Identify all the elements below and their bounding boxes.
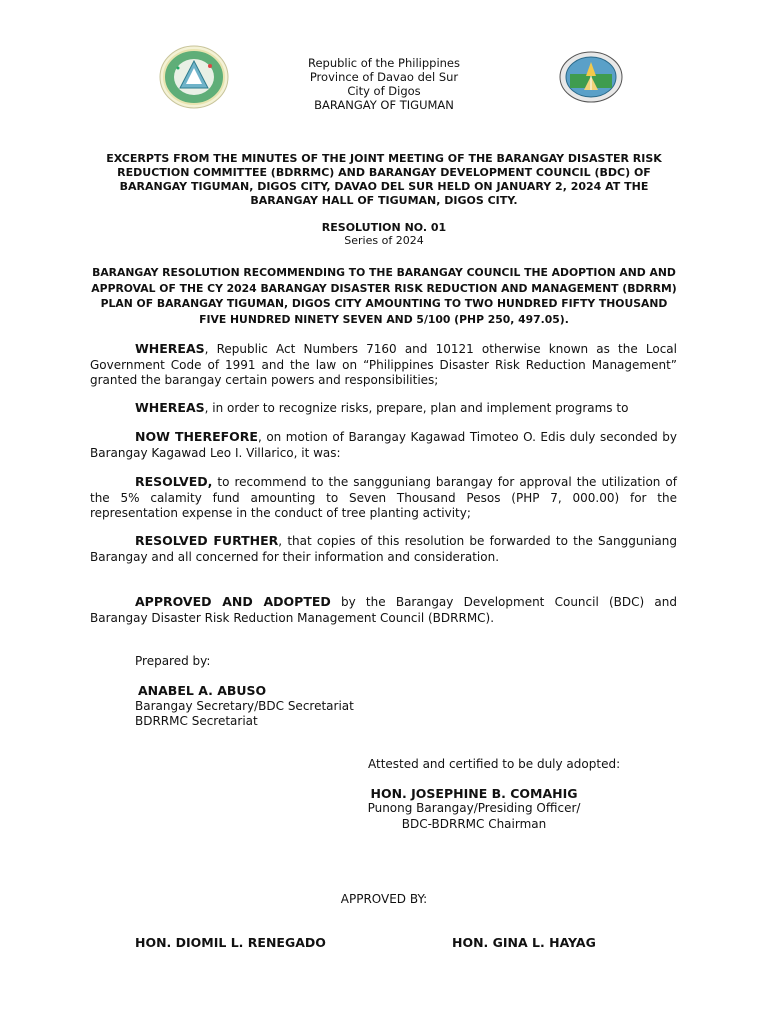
- resolved-lead: RESOLVED,: [135, 474, 213, 489]
- approver-name-1: HON. DIOMIL L. RENEGADO: [135, 935, 326, 950]
- country-line: Republic of the Philippines: [307, 56, 461, 70]
- attested-title-2: BDC-BDRRMC Chairman: [401, 817, 547, 831]
- prepared-by-title-1: Barangay Secretary/BDC Secretariat: [135, 699, 354, 713]
- resolution-number-block: [234, 221, 534, 247]
- whereas-lead-1: WHEREAS: [135, 341, 205, 356]
- approved-adopted-lead: APPROVED AND ADOPTED: [135, 594, 331, 609]
- approver-name-2: HON. GINA L. HAYAG: [452, 935, 596, 950]
- city-line: City of Digos: [347, 84, 421, 98]
- prepared-by-title-2: BDRRMC Secretariat: [135, 714, 258, 728]
- whereas-paragraph-2: [90, 400, 677, 417]
- attested-label: Attested and certified to be duly adopted:: [368, 757, 621, 771]
- now-therefore-paragraph: [90, 429, 677, 461]
- barangay-tiguman-seal: [158, 44, 230, 114]
- resolved-further-text: , that copies of this resolution be forwarded to the Sangguniang Barangay and all concerned for their information and consideration.: [90, 534, 677, 564]
- whereas-lead-2: WHEREAS: [135, 400, 205, 415]
- letterhead: [234, 56, 534, 112]
- resolved-further-lead: RESOLVED FURTHER: [135, 533, 279, 548]
- prepared-by-label: Prepared by:: [135, 654, 211, 668]
- whereas-text-1: , Republic Act Numbers 7160 and 10121 otherwise known as the Local Government Code of 1991 and the law on “Philippines Disaster Risk Reduction Management” granted the barangay certain powers and responsibilities;: [90, 342, 677, 387]
- digos-city-seal: [558, 50, 624, 108]
- attested-name: HON. JOSEPHINE B. COMAHIG: [370, 786, 578, 801]
- attested-title-1: Punong Barangay/Presiding Officer/: [367, 801, 581, 815]
- now-therefore-text: , on motion of Barangay Kagawad Timoteo O. Edis duly seconded by Barangay Kagawad Leo I. Villarico, it was:: [90, 430, 677, 460]
- whereas-paragraph-1: [90, 341, 677, 389]
- resolved-paragraph: [90, 474, 677, 522]
- barangay-line: BARANGAY OF TIGUMAN: [314, 98, 454, 112]
- resolution-series: Series of 2024: [344, 234, 424, 247]
- approved-adopted-paragraph: [90, 594, 677, 626]
- approved-by-label: APPROVED BY:: [340, 892, 428, 906]
- prepared-by-name: ANABEL A. ABUSO: [138, 683, 267, 698]
- resolved-text: to recommend to the sangguniang barangay for approval the utilization of the 5% calamity fund amounting to Seven Thousand Pesos (PHP 7, 000.00) for the representation expense in the conduct of tree planting activity;: [90, 475, 677, 520]
- resolved-further-paragraph: [90, 533, 677, 565]
- resolution-number: RESOLUTION NO. 01: [321, 221, 447, 234]
- whereas-text-2: , in order to recognize risks, prepare, plan and implement programs to: [204, 401, 629, 415]
- approved-adopted-text: by the Barangay Development Council (BDC) and Barangay Disaster Risk Reduction Management Council (BDRRMC).: [90, 595, 678, 625]
- province-line: Province of Davao del Sur: [309, 70, 459, 84]
- resolution-title: BARANGAY RESOLUTION RECOMMENDING TO THE BARANGAY COUNCIL THE ADOPTION AND AND APPROVAL OF THE CY 2024 BARANGAY DISASTER RISK REDUCTION AND MANAGEMENT (BDRRM) PLAN OF BARANGAY TIGUMAN, DIGOS CITY AMOUNTING TO TWO HUNDRED FIFTY THOUSAND FIVE HUNDRED NINETY SEVEN AND 5/100 (PHP 250, 497.05).: [91, 266, 677, 326]
- excerpt-heading: EXCERPTS FROM THE MINUTES OF THE JOINT MEETING OF THE BARANGAY DISASTER RISK REDUCTION COMMITTEE (BDRRMC) AND BARANGAY DEVELOPMENT COUNCIL (BDC) OF BARANGAY TIGUMAN, DIGOS CITY, DAVAO DEL SUR HELD ON JANUARY 2, 2024 AT THE BARANGAY HALL OF TIGUMAN, DIGOS CITY.: [106, 152, 662, 207]
- now-therefore-lead: NOW THEREFORE: [135, 429, 258, 444]
